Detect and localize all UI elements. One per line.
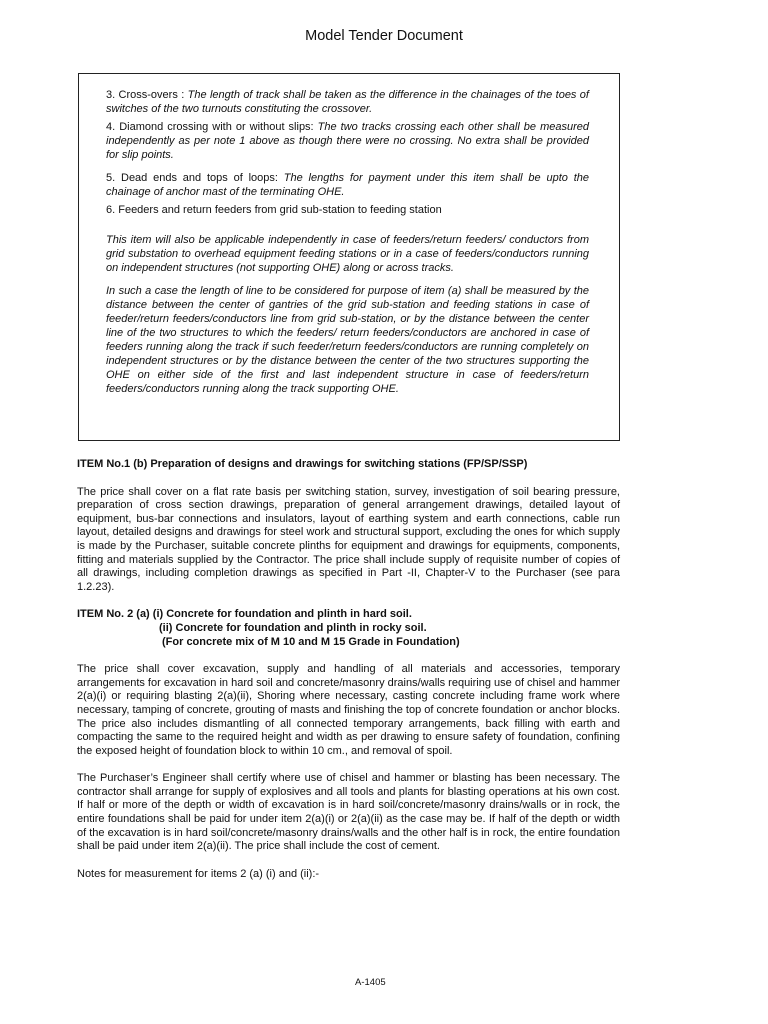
item-2a-line-3: (For concrete mix of M 10 and M 15 Grade in Foundation) xyxy=(162,635,460,648)
note-3-lead: 3. Cross-overs : xyxy=(106,89,188,101)
item-2a-paragraph-2: The Purchaser’s Engineer shall certify where use of chisel and hammer or blasting has been necessary. The contractor shall arrange for supply of explosives and all tools and plants for blasting operations at his own cost. If half or more of the depth or width of excavation is in hard soil/concrete/masonry drains/walls or in rock, the entire foundations shall be paid for under item 2(a)(i) or 2(a)(ii) as the case may be. If half of the depth or width of the excavation is in hard soil/concrete/masonry drains/walls and the other half is in rock, the entire foundation shall be paid under item 2(a)(ii). The price shall include the cost of cement. xyxy=(77,772,620,853)
box-paragraph-1: This item will also be applicable independently in case of feeders/return feeders/ conductors from grid substation to overhead equipment feeding stations or in a case of feeders/conductors running on independent structures (not supporting OHE) along or across tracks. xyxy=(106,234,589,274)
page-number: A-1405 xyxy=(355,977,386,988)
notes-box xyxy=(78,73,620,441)
note-3 xyxy=(106,88,589,116)
note-4-text: The two tracks crossing each other shall be measured independently as per note 1 above as though there were no crossing. No extra shall be provided for slip points. xyxy=(106,121,589,161)
item-2a-notes: Notes for measurement for items 2 (a) (i) and (ii):- xyxy=(77,867,320,880)
item-2a-heading xyxy=(77,608,620,649)
note-5 xyxy=(106,171,589,199)
box-paragraph-2: In such a case the length of line to be considered for purpose of item (a) shall be measured by the distance between the center of gantries of the grid sub-station and feeding stations in case of feeder/return feeders/conductors line from grid sub-station, or by the distance between the center line of the two structures to which the feeders/ return feeders/conductors are anchored in case of feeders running along the track if such feeder/return feeders/conductors are running completely on independent structures or by the distance between the center of the two structures supporting the OHE on either side of the first and last independent structure in case of feeders/return feeders/conductors running along the track supporting OHE. xyxy=(106,285,589,395)
note-3-text: The length of track shall be taken as the difference in the chainages of the toes of switches of the two turnouts constituting the crossover. xyxy=(106,89,589,115)
note-5-text: The lengths for payment under this item shall be upto the chainage of anchor mast of the terminating OHE. xyxy=(106,172,590,198)
item-2a-line-2: (ii) Concrete for foundation and plinth in rocky soil. xyxy=(159,621,427,634)
main-content xyxy=(77,458,620,895)
item-2a-line-1: ITEM No. 2 (a) (i) Concrete for foundation and plinth in hard soil. xyxy=(77,608,412,621)
item-2a-paragraph-1: The price shall cover excavation, supply and handling of all materials and accessories, temporary arrangements for excavation in hard soil and concrete/masonry drains/walls requiring use of chisel and hammer 2(a)(i) or requiring blasting 2(a)(ii), Shoring where necessary, casting concrete including frame work where necessary, tamping of concrete, grouting of masts and finishing the top of concrete foundation or anchor blocks. The price also includes dismantling of all connected temporary arrangements, back filling with earth and compacting the same to the required height and width as per drawing to ensure safety of foundation, confining the exposed height of foundation block to within 10 cm., and removal of spoil. xyxy=(77,663,620,757)
page-header: Model Tender Document xyxy=(305,28,463,44)
item-1b-text: The price shall cover on a flat rate basis per switching station, survey, investigation of soil bearing pressure, preparation of cross section drawings, preparation of general arrangement drawings, detailed layout of equipment, bus-bar connections and insulators, layout of earthing system and earth connections, cable run layout, detailed designs and drawings for steel work and structural support, excluding the ones for which supply is made by the Purchaser, suitable concrete plinths for equipment and drawings for equipments, components, fitting and materials supplied by the Contractor. The price shall include supply of requisite number of copies of all drawings, including completion drawings as specified in Part -II, Chapter-V to the Purchaser (see para 1.2.23). xyxy=(77,485,620,593)
note-4 xyxy=(106,120,589,162)
note-5-lead: 5. Dead ends and tops of loops: xyxy=(106,172,284,184)
note-4-lead: 4. Diamond crossing with or without slips: xyxy=(106,121,318,133)
note-6: 6. Feeders and return feeders from grid sub-station to feeding station xyxy=(106,204,442,216)
item-1b-heading: ITEM No.1 (b) Preparation of designs and drawings for switching stations (FP/SP/SSP) xyxy=(77,458,528,470)
